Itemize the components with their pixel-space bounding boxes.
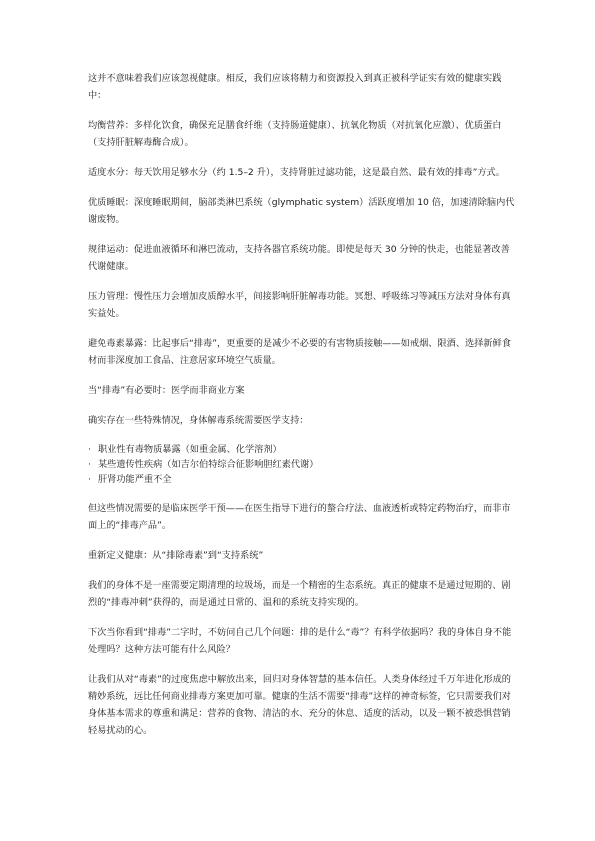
practice-exercise: 规律运动：促进血液循环和淋巴流动，支持各器官系统功能。即使是每天 30 分钟的快走，也能显著改善代谢健康。 <box>88 244 510 272</box>
redefine-paragraph-2: 下次当你看到“排毒”二字时，不妨问自己几个问题：排的是什么“毒”？有科学依据吗？我的身体自身不能处理吗？这种方法可能有什么风险？ <box>88 627 512 655</box>
document-page <box>88 70 516 752</box>
redefine-paragraph-1: 我们的身体不是一座需要定期清理的垃圾场，而是一个精密的生态系统。真正的健康不是通过短期的、剧烈的“排毒冲刺”获得的，而是通过日常的、温和的系统支持实现的。 <box>88 580 511 608</box>
list-item: · 某些遗传性疾病（如吉尔伯特综合征影响胆红素代谢） <box>88 457 516 472</box>
practice-avoid-toxins: 避免毒素暴露：比起事后“排毒”，更重要的是减少不必要的有害物质接触——如戒烟、限酒、选择新鲜食材而非深度加工食品、注意居家环境空气质量。 <box>88 338 511 366</box>
practice-hydration: 适度水分：每天饮用足够水分（约 1.5–2 升），支持肾脏过滤功能，这是最自然、最有效的排毒”方式。 <box>88 167 505 178</box>
medical-bullet-list <box>88 442 516 487</box>
section-heading-medical: 当“排毒”有必要时：医学而非商业方案 <box>88 385 245 396</box>
section-heading-redefine: 重新定义健康：从“排除毒素”到“支持系统” <box>88 550 264 561</box>
redefine-paragraph-3: 让我们从对“毒素”的过度焦虑中解放出来，回归对身体智慧的基本信任。人类身体经过千万年进化形成的精妙系统，远比任何商业排毒方案更加可靠。健康的生活不需要“排毒”这样的神奇标签，它只需要我们对身体基本需求的尊重和满足：营养的食物、清洁的水、充分的休息、适度的活动，以及一颗不被恐惧营销轻易扰动的心。 <box>88 674 511 736</box>
medical-closing: 但这些情况需要的是临床医学干预——在医生指导下进行的螯合疗法、血液透析或特定药物治疗，而非市面上的“排毒产品”。 <box>88 503 511 531</box>
practice-stress: 压力管理：慢性压力会增加皮质醇水平，间接影响肝脏解毒功能。冥想、呼吸练习等减压方法对身体有真实益处。 <box>88 291 511 319</box>
medical-intro: 确实存在一些特殊情况，身体解毒系统需要医学支持： <box>88 415 309 426</box>
list-item: · 肝肾功能严重不全 <box>88 472 516 487</box>
practice-sleep: 优质睡眠：深度睡眠期间，脑部类淋巴系统（glymphatic system）活跃度增加 10 倍，加速清除脑内代谢废物。 <box>88 197 515 225</box>
intro-paragraph: 这并不意味着我们应该忽视健康。相反，我们应该将精力和资源投入到真正被科学证实有效的健康实践中： <box>88 73 502 101</box>
list-item: · 职业性有毒物质暴露（如重金属、化学溶剂） <box>88 442 516 457</box>
practice-nutrition: 均衡营养：多样化饮食，确保充足膳食纤维（支持肠道健康）、抗氧化物质（对抗氧化应激）、优质蛋白（支持肝脏解毒酶合成）。 <box>88 120 502 148</box>
